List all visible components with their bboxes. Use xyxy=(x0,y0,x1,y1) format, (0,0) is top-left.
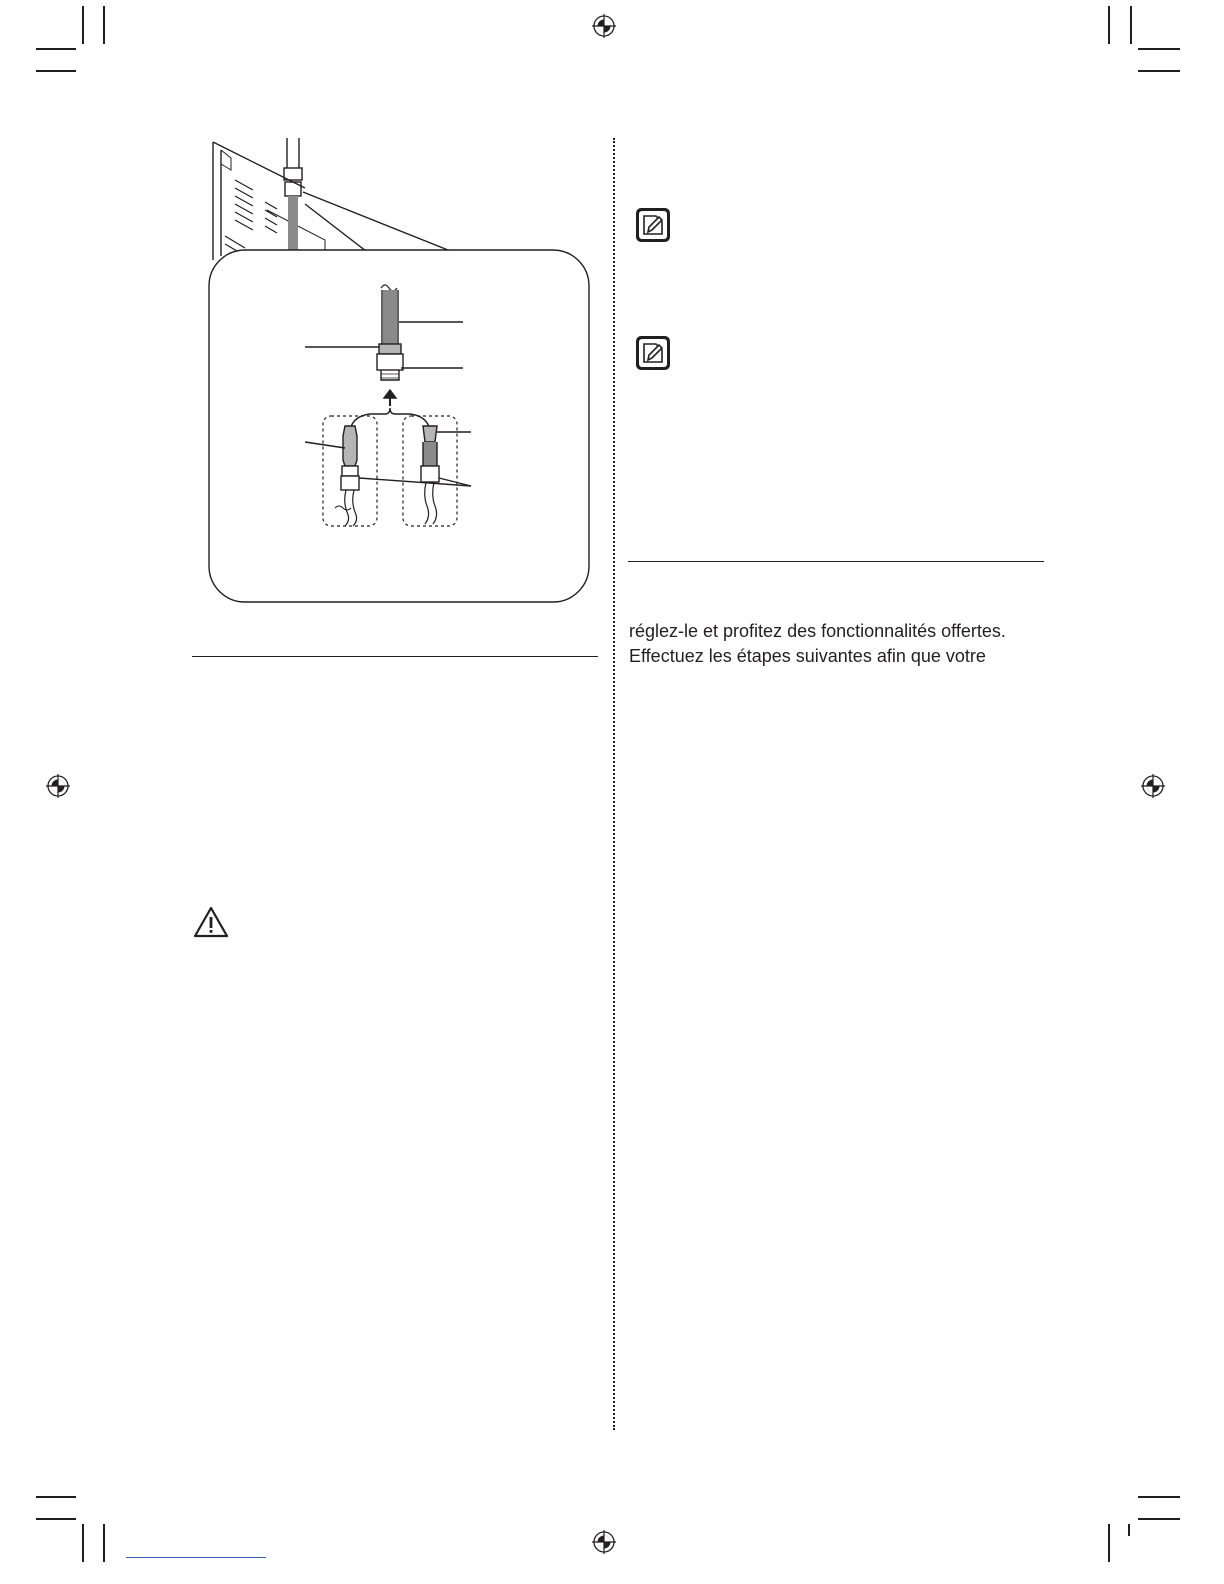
crop-mark-top-right-h1 xyxy=(1138,48,1180,50)
note-pencil-icon xyxy=(634,206,672,244)
registration-mark-icon xyxy=(592,1530,616,1554)
registration-mark-icon xyxy=(1141,774,1165,798)
crop-mark-bottom-right-v2 xyxy=(1128,1524,1130,1536)
body-line-2: Effectuez les étapes suivantes afin que votre xyxy=(629,646,986,666)
water-line-connection-illustration xyxy=(195,130,595,610)
crop-mark-top-left-v1 xyxy=(82,6,84,44)
crop-mark-top-left-h2 xyxy=(36,70,76,72)
crop-mark-bottom-right-h1 xyxy=(1138,1496,1180,1498)
footer-link-underline xyxy=(126,1557,266,1558)
crop-mark-bottom-left-h2 xyxy=(36,1518,76,1520)
crop-mark-top-right-h2 xyxy=(1138,70,1180,72)
crop-mark-top-left-h1 xyxy=(36,48,76,50)
column-divider xyxy=(613,138,615,1430)
setup-intro-text xyxy=(629,619,1049,669)
crop-mark-bottom-left-h1 xyxy=(36,1496,76,1498)
crop-mark-top-right-v2 xyxy=(1130,6,1132,44)
body-line-1: réglez-le et profitez des fonctionnalités offertes. xyxy=(629,621,1006,641)
crop-mark-bottom-right-v1 xyxy=(1108,1524,1110,1562)
right-section-rule xyxy=(628,561,1044,562)
warning-triangle-icon xyxy=(193,906,229,938)
crop-mark-bottom-left-v2 xyxy=(103,1524,105,1562)
note-pencil-icon xyxy=(634,334,672,372)
crop-mark-bottom-right-h2 xyxy=(1138,1518,1180,1520)
registration-mark-icon xyxy=(46,774,70,798)
left-section-rule xyxy=(192,656,598,657)
crop-mark-top-left-v2 xyxy=(103,6,105,44)
crop-mark-bottom-left-v1 xyxy=(82,1524,84,1562)
crop-mark-top-right-v1 xyxy=(1108,6,1110,44)
registration-mark-icon xyxy=(592,14,616,38)
